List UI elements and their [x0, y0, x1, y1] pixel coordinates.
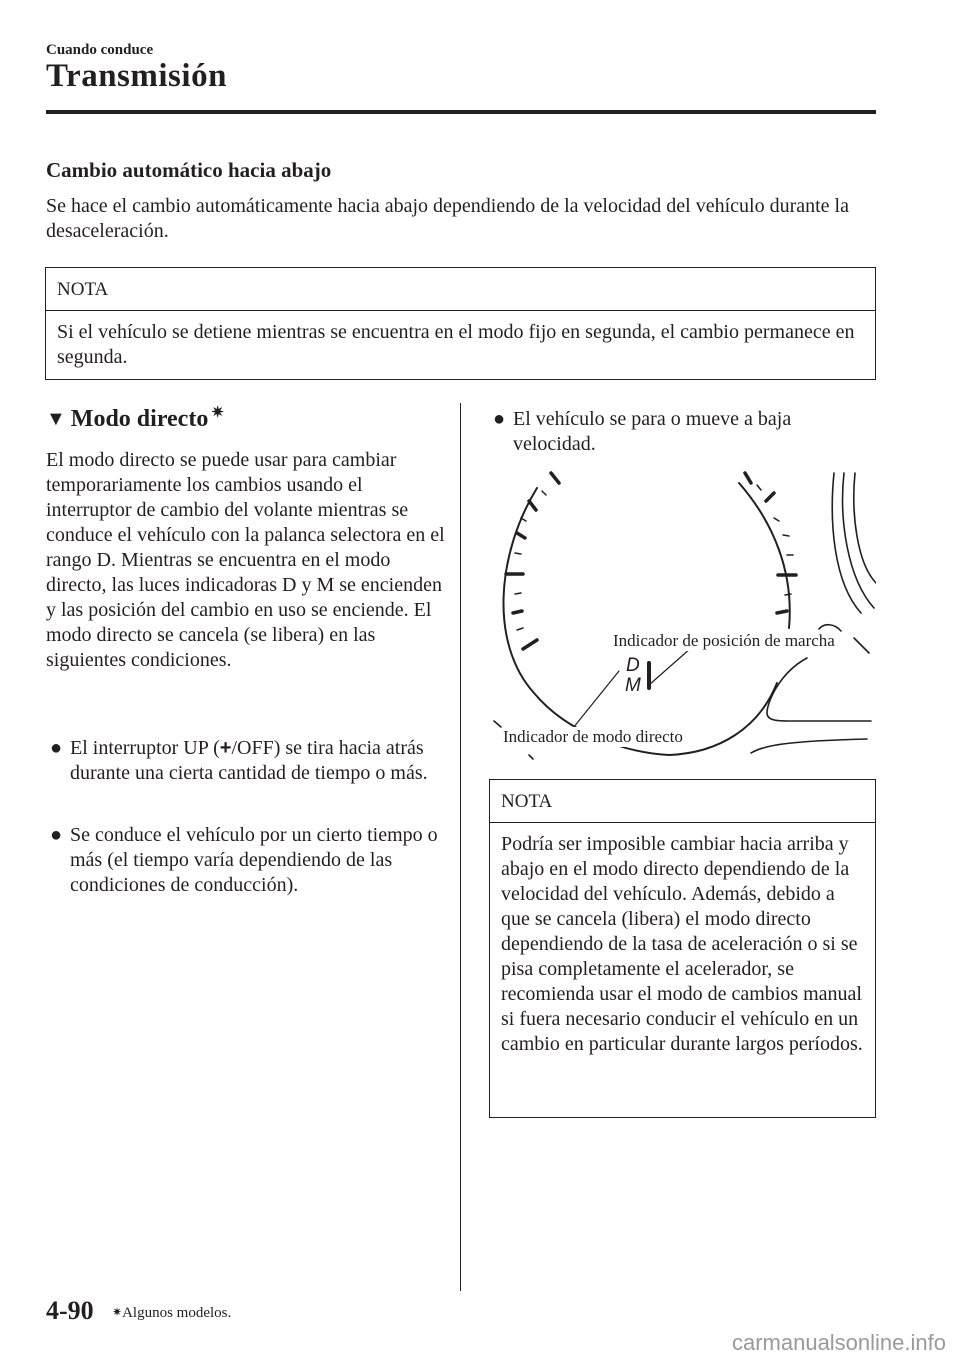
page-number: 4-90 — [46, 1296, 94, 1325]
bullet-text: El interruptor UP ( — [70, 737, 220, 759]
section-label: Cuando conduce — [46, 42, 154, 58]
left-gauge-arc — [503, 488, 777, 755]
watermark: carmanualsonline.info — [731, 1330, 946, 1355]
direct-mode-heading — [46, 406, 224, 433]
bullet-icon: ● — [50, 824, 63, 846]
list-item — [489, 407, 876, 457]
note-label: NOTA — [490, 780, 875, 823]
column-divider — [460, 403, 461, 1291]
gauge-ticks-minor — [515, 485, 793, 630]
direct-mode-text: El modo directo se puede usar para cambiar temporariamente los cambios usando el interruptor de cambio del volante mientras se conduce el vehículo con la palanca selectora en el rango D. Mientras se encuentra en el modo directo, las luces indicadoras D y M se encienden y las posición del cambio en uso se enciende. El modo directo se cancela (se libera) en las siguientes condiciones. — [46, 449, 445, 671]
instrument-cluster-diagram — [489, 463, 876, 763]
auto-downshift-heading: Cambio automático hacia abajo — [46, 158, 332, 182]
title-rule — [46, 110, 876, 114]
footnote-text: Algunos modelos. — [122, 1305, 232, 1321]
triangle-marker-icon: ▼ — [46, 408, 66, 430]
bullet-text: Se conduce el vehículo por un cierto tiempo o más (el tiempo varía dependiendo de las condiciones de conducción). — [70, 824, 438, 896]
note-text: Podría ser imposible cambiar hacia arriba y abajo en el modo directo dependiendo de la velocidad del vehículo. Además, debido a que se cancela (libera) el modo directo dependiendo de la tasa de aceleración o si se pisa completamente el acelerador, se recomienda usar el modo de cambios manual si fuera necesario conducir el vehículo en un cambio en particular durante largos períodos. — [501, 833, 863, 1055]
cluster-outline — [494, 473, 876, 759]
bullet-icon: ● — [50, 737, 63, 759]
gear-position-label: Indicador de posición de marcha — [613, 631, 835, 650]
list-item — [46, 736, 446, 786]
bullet-text: /OFF) se tira hacia atrás durante una cierta cantidad de tiempo o más. — [70, 737, 428, 784]
footnote — [112, 1305, 231, 1322]
list-item — [46, 823, 446, 898]
bullet-icon: ● — [493, 408, 506, 430]
note-box-2 — [489, 779, 876, 1118]
note-label: NOTA — [46, 268, 875, 311]
gauge-illustration — [489, 463, 876, 763]
right-gauge-arc — [739, 483, 790, 628]
bullet-text: El vehículo se para o mueve a baja velocidad. — [513, 408, 792, 455]
page-title: Transmisión — [46, 58, 227, 94]
asterisk-icon: ✷ — [211, 405, 224, 421]
direct-mode-indicator-label: Indicador de modo directo — [503, 727, 683, 746]
note-text: Si el vehículo se detiene mientras se encuentra en el modo fijo en segunda, el cambio permanece en segunda. — [57, 321, 855, 368]
gear-indicator-d: D — [626, 655, 640, 676]
direct-mode-heading-text: Modo directo — [70, 406, 209, 432]
asterisk-icon: ✷ — [112, 1305, 123, 1319]
gear-indicator-m: M — [625, 675, 641, 696]
plus-icon: + — [219, 737, 232, 759]
auto-downshift-text: Se hace el cambio automáticamente hacia abajo dependiendo de la velocidad del vehículo durante la desaceleración. — [46, 195, 849, 242]
note-box-1 — [45, 267, 876, 380]
